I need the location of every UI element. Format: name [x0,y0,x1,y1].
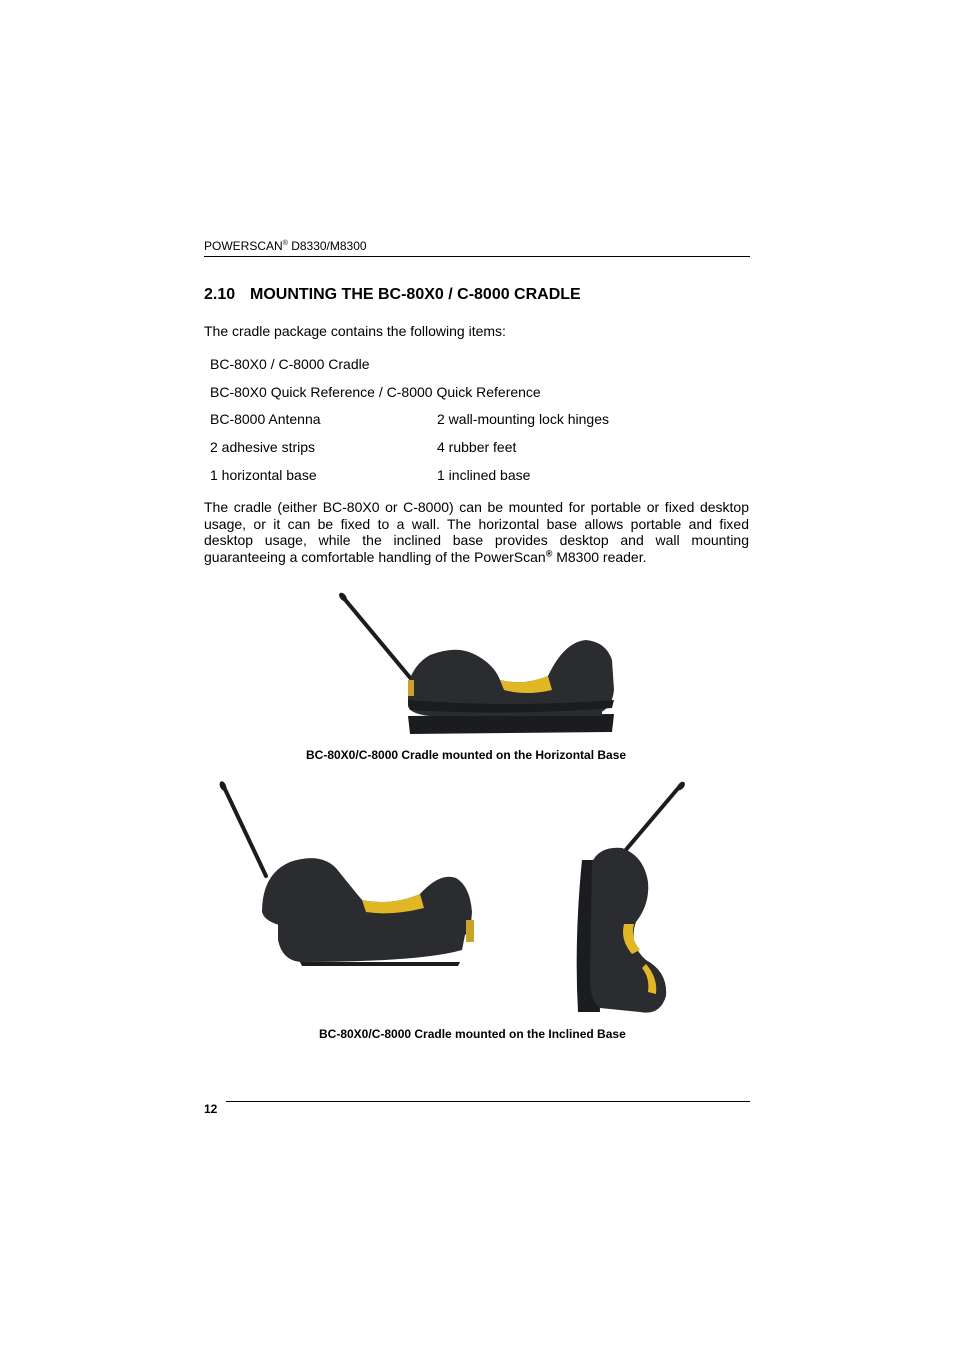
header-brand: POWERSCAN [204,239,283,253]
description-text-end: M8300 reader. [552,548,647,565]
package-item: 2 wall-mounting lock hinges [437,411,609,427]
package-item: BC-8000 Antenna [210,411,321,427]
description-paragraph [204,499,749,565]
header-registered-mark: ® [282,240,288,247]
intro-text: The cradle package contains the following items: [204,323,506,339]
figure-caption-inclined: BC-80X0/C-8000 Cradle mounted on the Inclined Base [319,1027,626,1041]
section-number: 2.10 [204,286,236,303]
footer-rule [226,1101,750,1102]
running-header [204,239,367,253]
description-registered-mark: ® [545,547,553,558]
section-title [204,286,581,304]
package-item: 4 rubber feet [437,439,517,455]
package-item: 1 horizontal base [210,467,317,483]
page-number: 12 [204,1102,218,1116]
figure-caption-horizontal: BC-80X0/C-8000 Cradle mounted on the Horizontal Base [306,748,627,762]
section-title-text: MOUNTING THE BC-80X0 / C-8000 CRADLE [250,286,581,303]
package-item: 2 adhesive strips [210,439,316,455]
package-item: BC-80X0 / C-8000 Cradle [210,356,370,372]
header-rule [204,256,750,257]
package-item: BC-80X0 Quick Reference / C-8000 Quick Reference [210,384,541,400]
header-model: D8330/M8300 [287,239,367,253]
description-text: The cradle (either BC-80X0 or C-8000) can be mounted for portable or fixed desktop usage, or it can be fixed to a wall. The horizontal base allows portable and fixed desktop usage, while the inclined base provides desktop and wall mounting guaranteeing a comfortable handling of the PowerScan [204,499,749,565]
package-item: 1 inclined base [437,467,531,483]
